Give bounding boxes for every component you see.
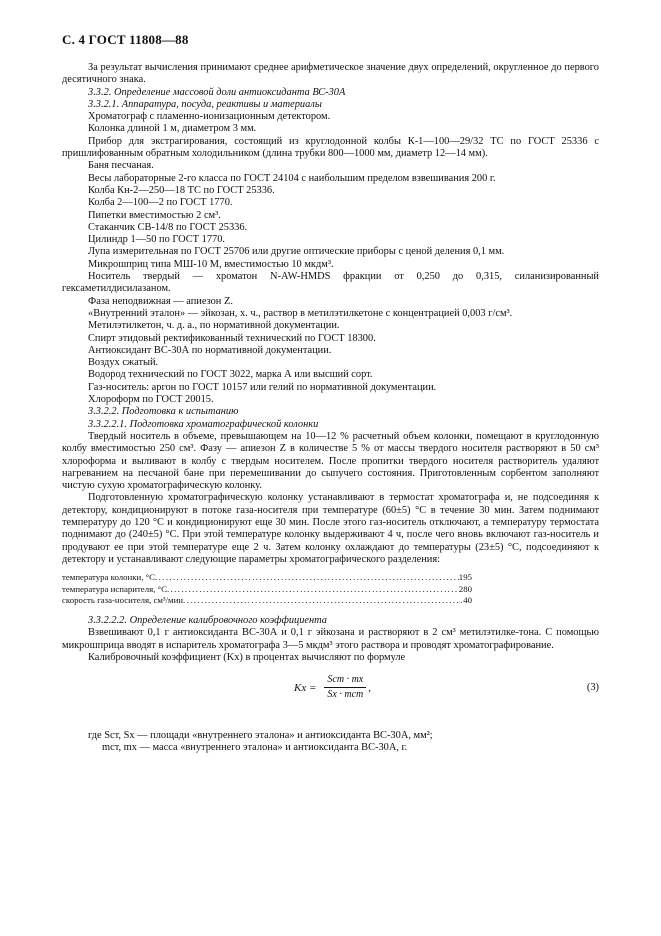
formula-block <box>62 670 599 720</box>
section-title-3-3-2-2-1: 3.3.2.2.1. Подготовка хроматографической колонки <box>88 418 319 430</box>
equipment-item: Газ-носитель: аргон по ГОСТ 10157 или гелий по нормативной документации. <box>88 381 437 393</box>
formula-denominator: Sх · mст <box>327 689 364 701</box>
parameters-list <box>62 572 599 607</box>
column-prep-paragraph: Твердый носитель в объеме, превышающем на 10—12 % расчетный объем колонки, помещают в круглодонную колбу вместимостью 250 см³. Фазу — апиезон Z в количестве 5 % от массы твердого носителя растворяют в 50 см³ хлороформа и выливают в колбу с твердым носителем. После пропитки твердого носителя растворитель удаляют нагреванием на песчаной бане при перемешивании до сыпучего состояния. Приготовленным сорбентом заполняют чистую сухую хроматографическую колонку. <box>62 430 599 492</box>
parameter-value: 280 <box>458 583 472 594</box>
equipment-item: Хлороформ по ГОСТ 20015. <box>88 394 214 406</box>
equipment-item: Пипетки вместимостью 2 см³. <box>88 209 221 221</box>
formula-tail: , <box>368 681 371 694</box>
page-header: С. 4 ГОСТ 11808—88 <box>62 32 189 47</box>
section-title-3-3-2-1: 3.3.2.1. Аппаратура, посуда, реактивы и материалы <box>88 98 322 110</box>
formula-intro: Калибровочный коэффициент (Kх) в процентах вычисляют по формуле <box>88 651 406 663</box>
equipment-item: Носитель твердый — хроматон N-AW-HMDS фракции от 0,250 до 0,315, силанизированный гексаметилдисилазаном. <box>62 271 599 295</box>
equipment-item: Прибор для экстрагирования, состоящий из круглодонной колбы К-1—100—29/32 ТС по ГОСТ 25336 с пришлифованным обратным холодильником (длина трубки 800—1000 мм, диаметр 12—14 мм). <box>62 135 599 160</box>
definition-line: где Sст, Sх — площади «внутреннего эталона» и антиоксиданта ВС-30А, мм²; <box>88 730 433 742</box>
section-title-3-3-2-2: 3.3.2.2. Подготовка к испытанию <box>88 406 239 418</box>
parameter-value: 40 <box>463 595 472 606</box>
parameter-row <box>62 595 472 607</box>
equipment-item: Антиоксидант ВС-30А по нормативной документации. <box>88 344 332 356</box>
section-title-3-3-2-2-2: 3.3.2.2.2. Определение калибровочного коэффициента <box>88 614 327 626</box>
parameter-row <box>62 584 472 596</box>
formula-lhs: Kх = <box>294 681 317 694</box>
formula <box>294 674 371 702</box>
equipment-item: Колба 2—100—2 по ГОСТ 1770. <box>88 197 233 209</box>
formula-number: (3) <box>586 682 599 694</box>
equipment-item: Микрошприц типа МШ-10 М, вместимостью 10 мкдм³. <box>88 258 334 270</box>
equipment-item: Лупа измерительная по ГОСТ 25706 или другие оптические приборы с ценой деления 0,1 мм. <box>88 246 505 258</box>
formula-numerator: Sст · mх <box>324 674 366 688</box>
result-paragraph: За результат вычисления принимают среднее арифметическое значение двух определений, округленное до первого десятичного знака. <box>62 62 599 86</box>
parameter-value: 195 <box>458 572 472 583</box>
equipment-item: Спирт этидовый ректификованный технический по ГОСТ 18300. <box>88 332 376 344</box>
leader-dots <box>183 595 463 607</box>
parameter-label: температура испарителя, °С <box>62 583 167 594</box>
equipment-item: Колба Кн-2—250—18 ТС по ГОСТ 25336. <box>88 184 275 196</box>
formula-fraction <box>324 674 366 702</box>
equipment-item: Колонка длиной 1 м, диаметром 3 мм. <box>88 123 257 135</box>
leader-dots <box>167 584 459 596</box>
leader-dots <box>155 572 459 584</box>
definition-line: mст, mх — масса «внутреннего эталона» и антиоксиданта ВС-30А, г. <box>102 742 408 754</box>
parameter-row <box>62 572 472 584</box>
equipment-item: Фаза неподвижная — апиезон Z. <box>88 295 233 307</box>
conditioning-paragraph: Подготовленную хроматографическую колонку устанавливают в термостат хроматографа и, не подсоединяя к детектору, кондиционируют в потоке газа-носителя при температуре (60±5) °С в течение 30 мин. Затем поднимают температуру до 120 °С и кондиционируют еще 30 мин. После этого газ-носитель отключают, а температуру термостата поднимают до (240±5) °С. При этой температуре колонку выдерживают 4 ч, после чего вновь включают газ-носитель и продувают ее при этой температуре еще 2 ч. Затем колонку охлаждают до температуры (23±5) °С, подсоединяют к детектору и устанавливают следующие параметры хроматографического разделения: <box>62 492 599 565</box>
equipment-item: «Внутренний эталон» — эйкозан, х. ч., раствор в метилэтилкетоне с концентрацией 0,003 г/см³. <box>88 307 513 319</box>
parameter-label: температура колонки, °С <box>62 572 156 583</box>
section-title-3-3-2: 3.3.2. Определение массовой доли антиоксиданта ВС-30А <box>88 86 346 98</box>
document-body <box>62 62 599 755</box>
equipment-item: Воздух сжатый. <box>88 357 159 369</box>
equipment-item: Баня песчаная. <box>88 160 154 172</box>
equipment-item: Весы лабораторные 2-го класса по ГОСТ 24104 с наибольшим пределом взвешивания 200 г. <box>88 172 496 184</box>
equipment-item: Водород технический по ГОСТ 3022, марка А или высший сорт. <box>88 369 373 381</box>
equipment-item: Стаканчик СВ-14/8 по ГОСТ 25336. <box>88 221 248 233</box>
equipment-item: Хроматограф с пламенно-ионизационным детектором. <box>88 111 331 123</box>
equipment-item: Метилэтилкетон, ч. д. а., по нормативной документации. <box>88 320 340 332</box>
equipment-item: Цилиндр 1—50 по ГОСТ 1770. <box>88 234 226 246</box>
parameter-label: скорость газа-носителя, см³/мин <box>62 595 183 606</box>
calibration-paragraph: Взвешивают 0,1 г антиоксиданта ВС-30А и 0,1 г эйкозана и растворяют в 2 см³ метилэтилке-тона. С помощью микрошприца вводят в испаритель хроматографа 3—5 мкдм³ этого раствора и проводят хроматографирование. <box>62 627 599 651</box>
definitions <box>62 730 599 755</box>
